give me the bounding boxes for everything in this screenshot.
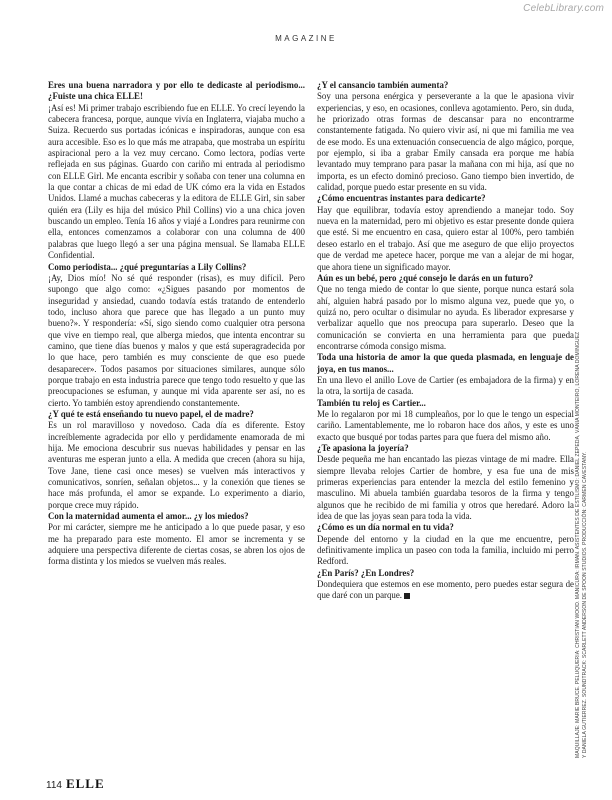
paragraph-text: Eres una buena narradora y por ello te dedicaste al periodismo... ¿Fuiste una chica ELLE! (48, 80, 305, 102)
paragraph-text: ¿Y qué te está enseñando tu nuevo papel, el de madre? (48, 408, 254, 419)
article-column-right (317, 80, 574, 764)
paragraph-text: Es un rol maravilloso y novedoso. Cada día es diferente. Estoy increíblemente agradecida por ello y perdidamente enamorada de mi hija. Me emociona descubrir sus nuevas habilidades y pensar en las aventuras me esperan junto a ella. A medida que crecen (ahora su hija, Tove Jane, tiene casi once meses) se vuelven más interactivos y comunicativos, sonríen, señalan objetos... y la conexión que tienes se hace más profunda, el amor se expande. Lo experimento a diario, porque crece muy rápido. (48, 420, 305, 510)
interview-question (317, 193, 574, 204)
interview-question (48, 511, 305, 522)
interview-answer (317, 375, 574, 398)
interview-question (48, 409, 305, 420)
interview-answer (317, 579, 574, 602)
interview-answer (317, 205, 574, 273)
interview-question (48, 80, 305, 103)
paragraph-text: Por mi carácter, siempre me he anticipado a lo que puede pasar, y eso me ha preparado para este momento. El amor se incrementa y se adquiere una perspectiva diferente de ciertas cosas, se abren los ojos de forma distinta y los miedos se vuelven más reales. (48, 522, 305, 567)
interview-answer (317, 409, 574, 443)
paragraph-text: Con la maternidad aumenta el amor... ¿y los miedos? (48, 511, 249, 522)
end-of-article-mark (404, 593, 410, 599)
paragraph-text: ¿Cómo es un día normal en tu vida? (317, 522, 454, 533)
paragraph-text: ¿En París? ¿En Londres? (317, 567, 415, 578)
paragraph-text: ¿Cómo encuentras instantes para dedicarte? (317, 193, 486, 204)
interview-answer (317, 454, 574, 522)
paragraph-text: Soy una persona enérgica y perseverante a la que le apasiona vivir experiencias, y eso, en ocasiones, conlleva agotamiento. Pero, sin duda, he priorizado otras formas de descansar para no encontrarme constantemente fatigada. No quiero vivir así, ni que mi familia me vea de ese modo. Es una extenuación consecuencia de algo mágico, porque, por ejemplo, si iba a grabar Emily cansada era porque me había levantado muy temprano para pasar la mañana con mi hija, así que no importa, es un efecto dominó precioso. Gano tiempo bien invertido, de calidad, porque puedo estar presente en su vida. (317, 91, 574, 193)
magazine-logo: ELLE (65, 776, 105, 791)
page-number: 114 (46, 780, 62, 791)
paragraph-text: También tu reloj es Cartier... (317, 397, 426, 408)
paragraph-text: Aún es un bebé, pero ¿qué consejo le darás en un futuro? (317, 272, 534, 283)
paragraph-text: ¡Ay, Dios mío! No sé qué responder (risas), es muy difícil. Pero supongo que algo como: «¿Sigues pasando por momentos de inseguridad y ansiedad, cuando todavía estás tratando de entenderlo todo, incluso ahora que parece que has llegado a un punto muy bueno?». Y respondería: «Sí, sigo siendo como cualquier otra persona que vive en tiempo real, que alberga miedos, que intenta encontrar su camino, que tiene días buenos y malos y que está superagradecida por lo que hace, pero también es muy consciente de que eso puede desaparecer». Todos pasamos por situaciones similares, aunque sólo porque trabajo en esta industria parece que tengo todo resuelto y que las preocupaciones se esfuman, y aunque mi vida aparente ser así, no es cierto. Yo también estoy aprendiendo constantemente. (48, 272, 305, 408)
paragraph-text: Depende del entorno y la ciudad en la que me encuentre, pero definitivamente implica un paseo con toda la familia, incluido mi perro Redford. (317, 533, 574, 567)
paragraph-text: Me lo regalaron por mi 18 cumpleaños, por lo que le tengo un especial cariño. Lamentablemente, me lo robaron hace dos años, y este es uno exacto que busqué por todas partes para que fuera del mismo año. (317, 408, 574, 442)
interview-question (317, 568, 574, 579)
interview-question (317, 80, 574, 91)
photo-credits: MAQUILLAJE: MARIE BRUCE. PELUQUERÍA: CHRISTIAN WOOD. MANICURA: IRMAN. ASISTENTES DE ESTILISMO: DANIEL ZEPEDA, VÁNIA MONTEIRO, LORENA DOMÍNGUEZ Y DANIELA GUTIERREZ. SOUNDTRACK: SCARLETT ANDERSON DE SPOON STUDIOS. PRODUCCIÓN: CARMEN CAVESTANY. (575, 331, 588, 758)
interview-answer (317, 534, 574, 568)
article-column-left (48, 80, 305, 764)
interview-question (317, 443, 574, 454)
paragraph-text: Que no tenga miedo de contar lo que siente, porque nunca estará sola ahí, alguien habrá pasado por lo mismo alguna vez, puede que yo, o quizá no, pero ocultar o disimular no ayuda. Es liberador expresarse y verbalizar aquello que nos preocupa para superarlo. Deseo que la comunicación se convierta en una herramienta para que pueda encontrarse cómoda consigo misma. (317, 284, 574, 351)
interview-question (317, 273, 574, 284)
paragraph-text: ¡Así es! Mi primer trabajo escribiendo fue en ELLE. Yo crecí leyendo la cabecera francesa, porque, aunque vivía en Inglaterra, viajaba mucho a Suiza. Recuerdo sus portadas icónicas e inspiradoras, aunque con esa aura accesible. Eso es lo que más me atrapaba, que mostraba un espíritu aspiracional pero a la vez muy cercano. Como lectora, podías verte reflejada en sus páginas. Guardo con cariño mi entrada al periodismo con ELLE Girl. Me encanta escribir y soñaba con tener una columna en la que contar a chicas de mi edad de UK cómo era la vida en Estados Unidos. Llamé a muchas cabeceras y la editora de ELLE Girl, sin saber quién era (Lily es hija del músico Phil Collins) vio a una chica joven buscando un empleo. Tenía 16 años y viajé a Londres para reunirme con ella, entonces comenzamos a colaborar con una columna de 400 palabras que luego llegó a ser una página mensual. Se llamaba ELLE Confidential. (48, 102, 305, 261)
interview-answer (48, 273, 305, 409)
interview-answer (48, 420, 305, 511)
paragraph-text: ¿Y el cansancio también aumenta? (317, 80, 449, 90)
interview-answer (48, 103, 305, 262)
interview-question (48, 262, 305, 273)
page-footer (46, 776, 105, 792)
paragraph-text: ¿Te apasiona la joyería? (317, 443, 409, 453)
interview-answer (317, 284, 574, 352)
interview-question (317, 352, 574, 375)
interview-answer (48, 522, 305, 567)
interview-question (317, 522, 574, 533)
paragraph-text: En una llevo el anillo Love de Cartier (es embajadora de la firma) y en la otra, la sortija de casada. (317, 374, 574, 397)
paragraph-text: Dondequiera que estemos en ese momento, pero puedes estar segura de que daré con un parque. (317, 579, 574, 601)
interview-answer (317, 91, 574, 193)
interview-question (317, 398, 574, 409)
paragraph-text: Desde pequeña me han encantado las piezas vintage de mi madre. Ella siempre llevaba relojes Cartier de hombre, y esa fue una de mis primeras experiencias para entender la mezcla del estilo femenino y masculino. Mi abuela también guardaba tesoros de la firma y tengo algunos que he recibido de mi familia y otros que heredaré. Adoro la idea de que las joyas sean para toda la vida. (317, 454, 574, 522)
paragraph-text: Toda una historia de amor la que queda plasmada, en lenguaje de joya, en tus manos... (317, 352, 574, 374)
watermark: CelebLibrary.com (523, 3, 604, 14)
section-label: MAGAZINE (275, 34, 337, 43)
paragraph-text: Como periodista... ¿qué preguntarías a Lily Collins? (48, 261, 247, 272)
paragraph-text: Hay que equilibrar, todavía estoy aprendiendo a manejar todo. Soy nueva en la maternidad, pero mi objetivo es estar presente donde quiera que esté. Si me encuentro en casa, quiero estar al 100%, pero también deseo estarlo en el trabajo. Así que me aseguro de que elijo proyectos que de verdad me apetece hacer, porque me van a alejar de mi hogar, que ahora tiene un significado mayor. (317, 204, 574, 272)
